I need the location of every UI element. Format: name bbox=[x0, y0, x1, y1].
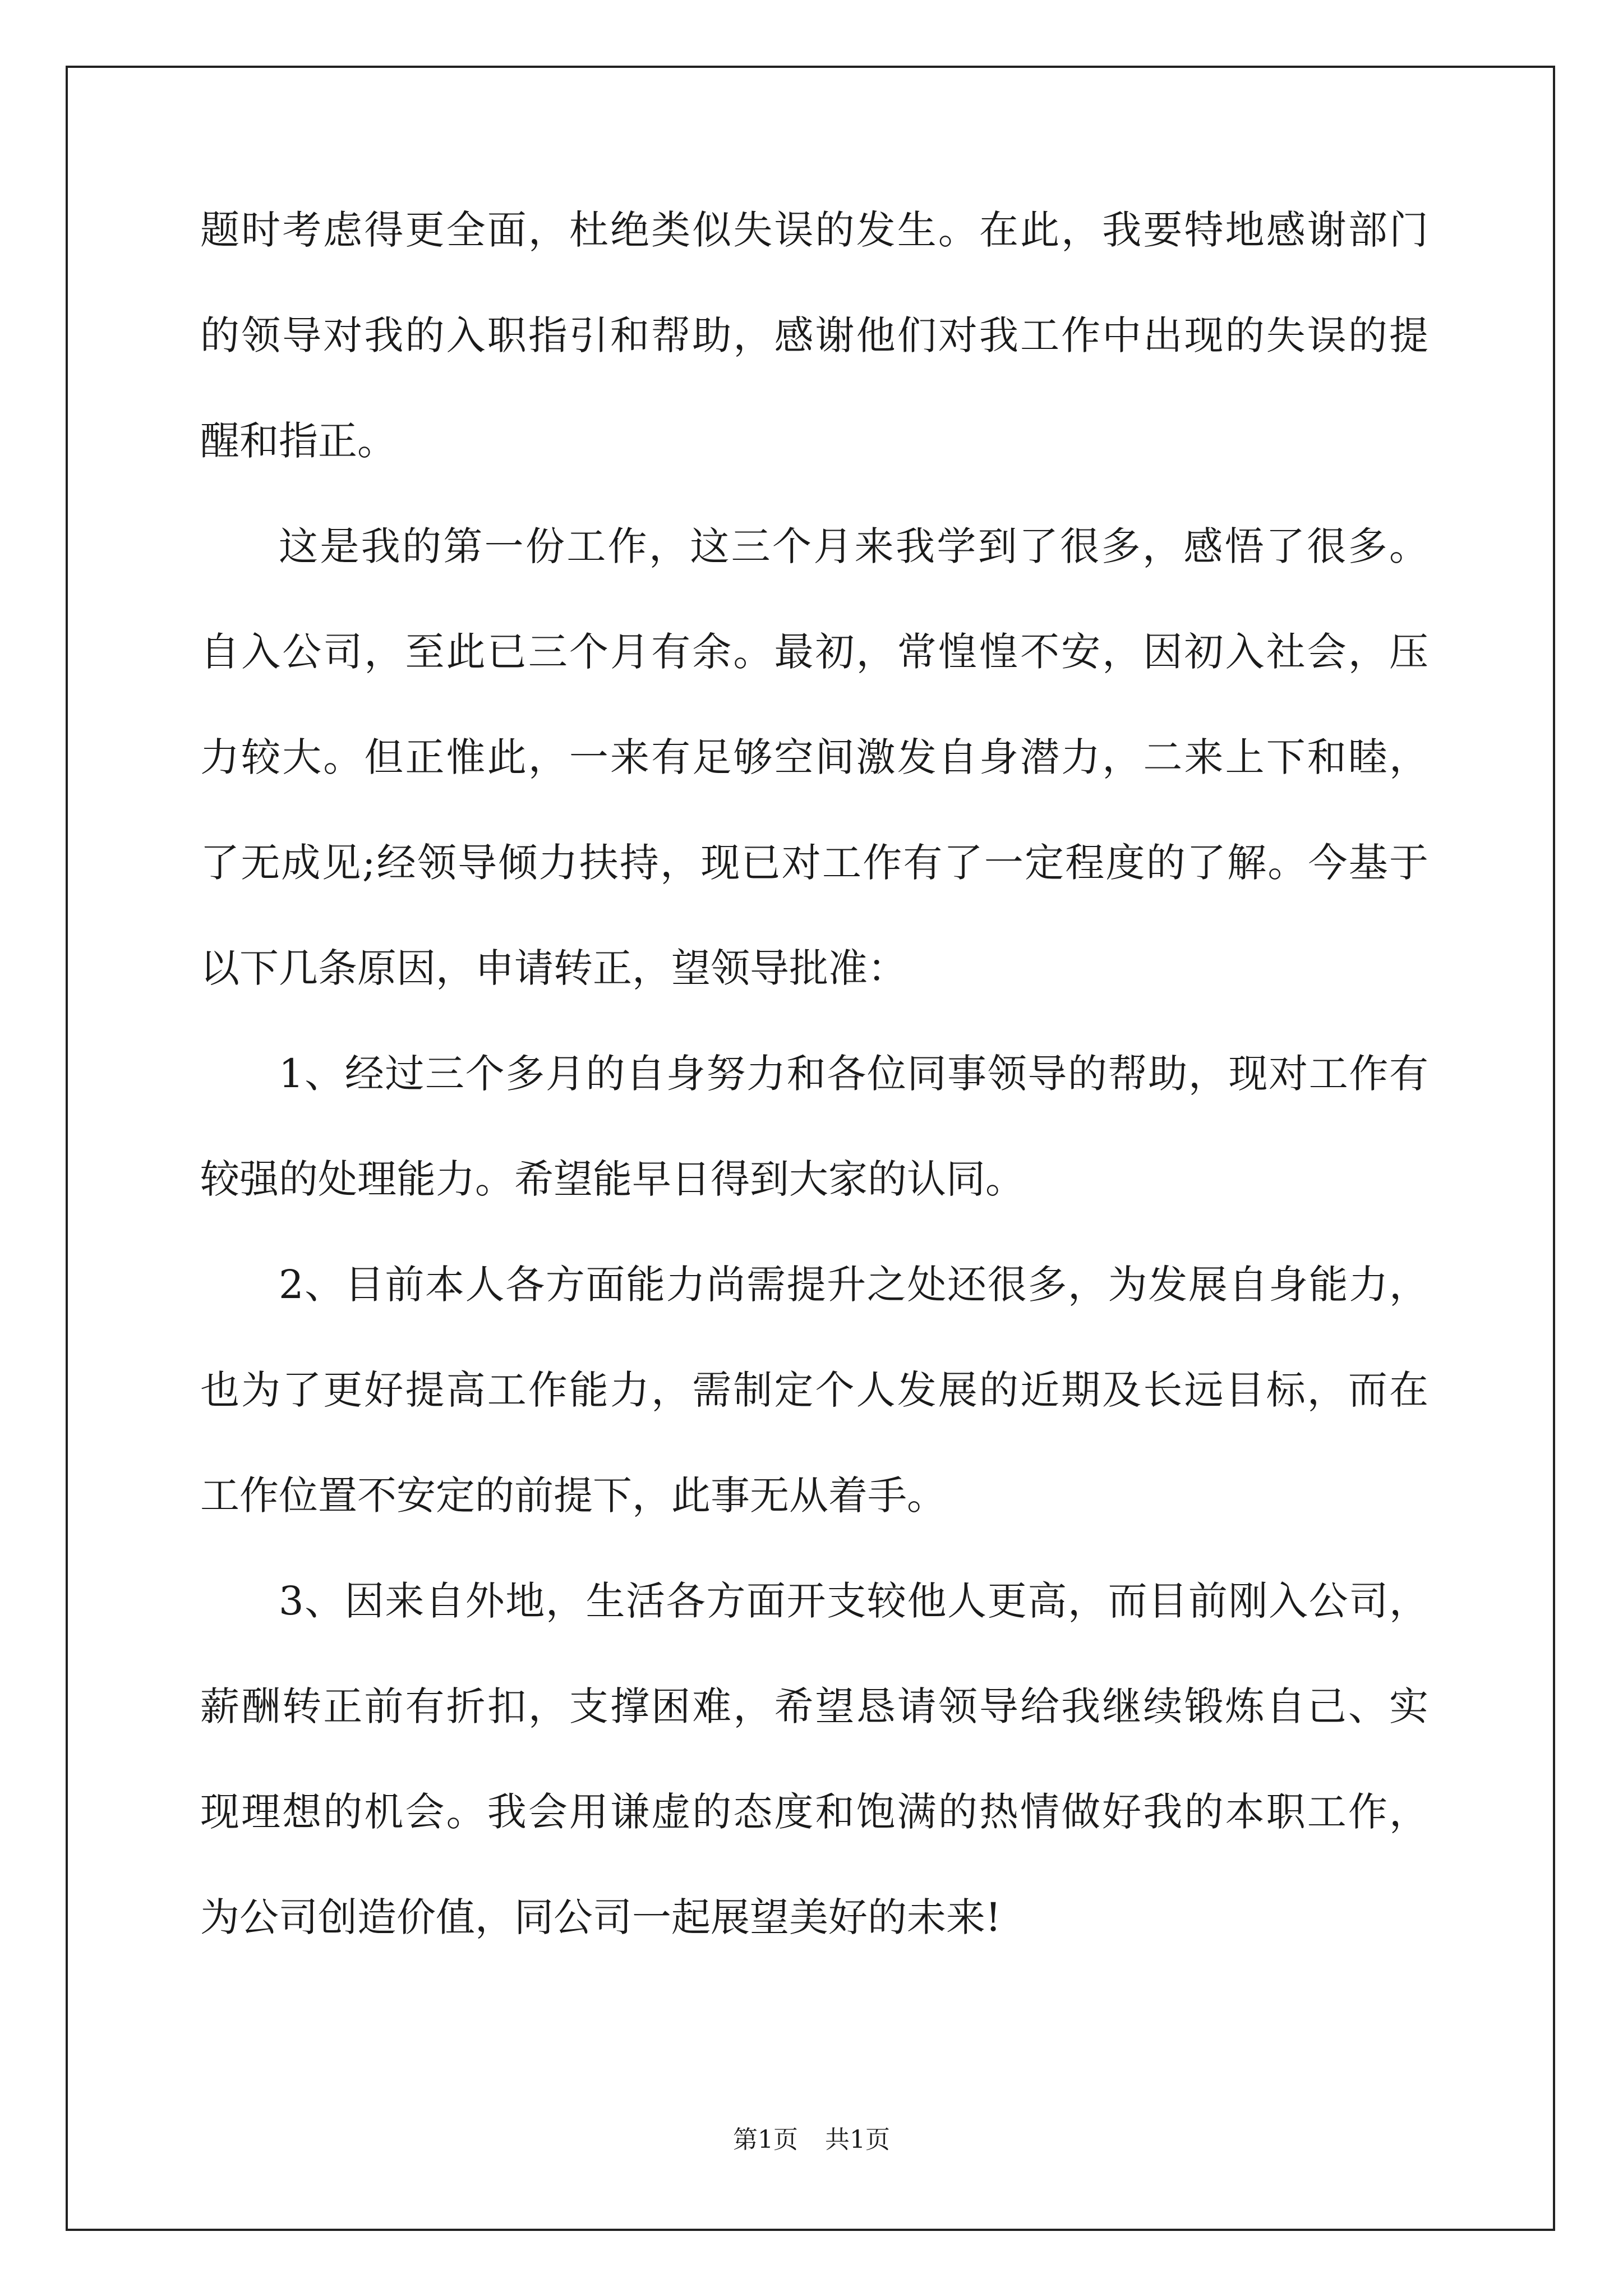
text-line: 以下几条原因，申请转正，望领导批准： bbox=[200, 945, 907, 991]
text-line: 较强的处理能力。希望能早日得到大家的认同。 bbox=[200, 1156, 1025, 1202]
text-line: 工作位置不安定的前提下，此事无从着手。 bbox=[200, 1473, 946, 1519]
text-line: 现理想的机会。我会用谦虚的态度和饱满的热情做好我的本职工作， bbox=[200, 1789, 1428, 1835]
document-body bbox=[200, 207, 1428, 2003]
page-number: 第1页 bbox=[733, 2125, 798, 2154]
text-line: 题时考虑得更全面，杜绝类似失误的发生。在此，我要特地感谢部门 bbox=[200, 207, 1428, 253]
text-line: 力较大。但正惟此，一来有足够空间激发自身潜力，二来上下和睦， bbox=[200, 734, 1428, 780]
text-line: 也为了更好提高工作能力，需制定个人发展的近期及长远目标，而在 bbox=[200, 1367, 1428, 1413]
page-total: 共1页 bbox=[825, 2125, 890, 2154]
text-line: 了无成见;经领导倾力扶持，现已对工作有了一定程度的了解。今基于 bbox=[200, 840, 1428, 886]
text-line: 为公司创造价值，同公司一起展望美好的未来! bbox=[200, 1894, 1002, 1940]
text-line: 自入公司，至此已三个月有余。最初，常惶惶不安，因初入社会，压 bbox=[200, 629, 1428, 675]
text-line: 醒和指正。 bbox=[200, 418, 396, 464]
list-item-3: 3、因来自外地，生活各方面开支较他人更高，而目前刚入公司， bbox=[279, 1578, 1428, 1624]
list-item-2: 2、目前本人各方面能力尚需提升之处还很多，为发展自身能力， bbox=[279, 1262, 1428, 1308]
text-line: 薪酬转正前有折扣，支撑困难，希望恳请领导给我继续锻炼自己、实 bbox=[200, 1683, 1428, 1729]
page-footer bbox=[0, 2119, 1623, 2155]
list-item-1: 1、经过三个多月的自身努力和各位同事领导的帮助，现对工作有 bbox=[279, 1051, 1428, 1097]
paragraph-first-line: 这是我的第一份工作，这三个月来我学到了很多，感悟了很多。 bbox=[279, 523, 1428, 569]
text-line: 的领导对我的入职指引和帮助，感谢他们对我工作中出现的失误的提 bbox=[200, 312, 1428, 358]
